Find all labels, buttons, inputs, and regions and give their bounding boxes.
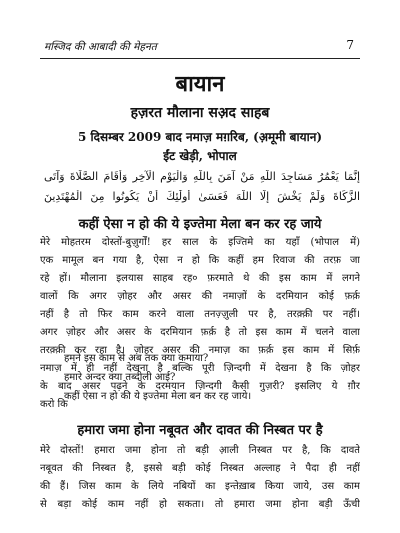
text-line: नहीं है तो फिर काम करने वाला तनज़्ज़ुली पर है, तरक़्क़ी पर नहीं। xyxy=(40,309,360,320)
quran-verse-line: الزَّكَاةَ وَلَمْ يَخْشَ إِلَّا اللَّهَ فَعَسَىٰ أُولَٰئِكَ أَنْ يَكُونُوا مِنَ الْمُهْتَدِينَ xyxy=(44,190,360,203)
page-title: बायान xyxy=(175,71,225,97)
text-line: नमाज़ में ही नहीं देखना है बल्कि पूरी ज़िन्दगी में देखना है कि ज़ोहर xyxy=(40,363,360,374)
header-rule xyxy=(40,58,360,59)
quran-verse-line: إِنَّمَا يَعْمُرُ مَسَاجِدَ اللَّهِ مَنْ آمَنَ بِاللَّهِ وَالْيَوْمِ الْآخِرِ وَأَقَامَ الصَّلَاةَ وَآتَى xyxy=(44,170,360,183)
question-line: हमने इस काम से अब तक क्या कमाया? xyxy=(64,353,209,364)
text-line: करो कि xyxy=(40,399,68,410)
text-line: एक मामूल बन गया है, ऐसा न हो कि कहीं हम रिवाज की तरफ़ जा xyxy=(40,255,360,266)
section-heading: कहीं ऐसा न हो की ये इज्तेमा मेला बन कर रह जाये xyxy=(78,217,322,232)
place-name: ईंट खेड़ी, भोपाल xyxy=(163,149,237,163)
text-line: की हैं। जिस काम के लिये नबियों का इन्तेख़ाब किया जाये, उस काम xyxy=(40,481,360,492)
text-line: वालों कि अगर ज़ोहर और असर की नमाज़ों के दरमियान कोई फ़र्क़ xyxy=(40,291,360,302)
text-line: नबूवत की निस्बत है, इससे बड़ी कोई निस्बत अल्लाह ने पैदा ही नहीं xyxy=(40,463,360,474)
text-line: अगर ज़ोहर और असर के दरमियान फ़र्क़ है तो इस काम में चलने वाला xyxy=(40,327,360,338)
speaker-name: हज़रत मौलाना सअ़द साहब xyxy=(130,105,270,121)
dateline: 5 दिसम्बर 2009 बाद नमाज़ मग़रिब, (अ़मूमी बायान) xyxy=(77,130,323,144)
text-line: से बड़ा कोई काम नहीं हो सकता। तो हमारा जमा होना बड़ी ऊँची xyxy=(40,499,360,510)
running-title: मस्जिद की आबादी की मेहनत xyxy=(44,41,157,53)
body-paragraph xyxy=(40,442,360,514)
question-line: कहीं ऐसा न हो की ये इज्तेमा मेला बन कर रह जाये। xyxy=(64,391,252,402)
text-line: के बाद असर पढ़ने के दरमयान ज़िन्दगी कैसी गुज़री? इसलिए ये ग़ौर xyxy=(40,381,360,392)
question-line: हमारे अन्दर क्या तब्दीली आई? xyxy=(64,372,176,383)
text-line: मेरे दोस्तों! हमारा जमा होना तो बड़ी आ़ली निस्बत पर है, कि दावते xyxy=(40,445,360,456)
page-number: 7 xyxy=(346,38,354,52)
section-heading: हमारा जमा होना नबूवत और दावत की निस्बत पर है xyxy=(77,423,323,438)
text-line: रहे हों। मौलाना इलयास साहब रह० फ़रमाते थे की इस काम में लगने xyxy=(40,273,360,284)
text-line: मेरे मोहतरम दोस्तों-बुज़ुर्गों! हर साल के इज्तिमे का यहाँ (भोपाल में) xyxy=(40,237,360,248)
text-line: तरक़्क़ी कर रहा है। ज़ोहर असर की नमाज़ का फ़र्क़ इस काम में सिर्फ़ xyxy=(40,345,360,356)
body-paragraph xyxy=(40,234,360,414)
